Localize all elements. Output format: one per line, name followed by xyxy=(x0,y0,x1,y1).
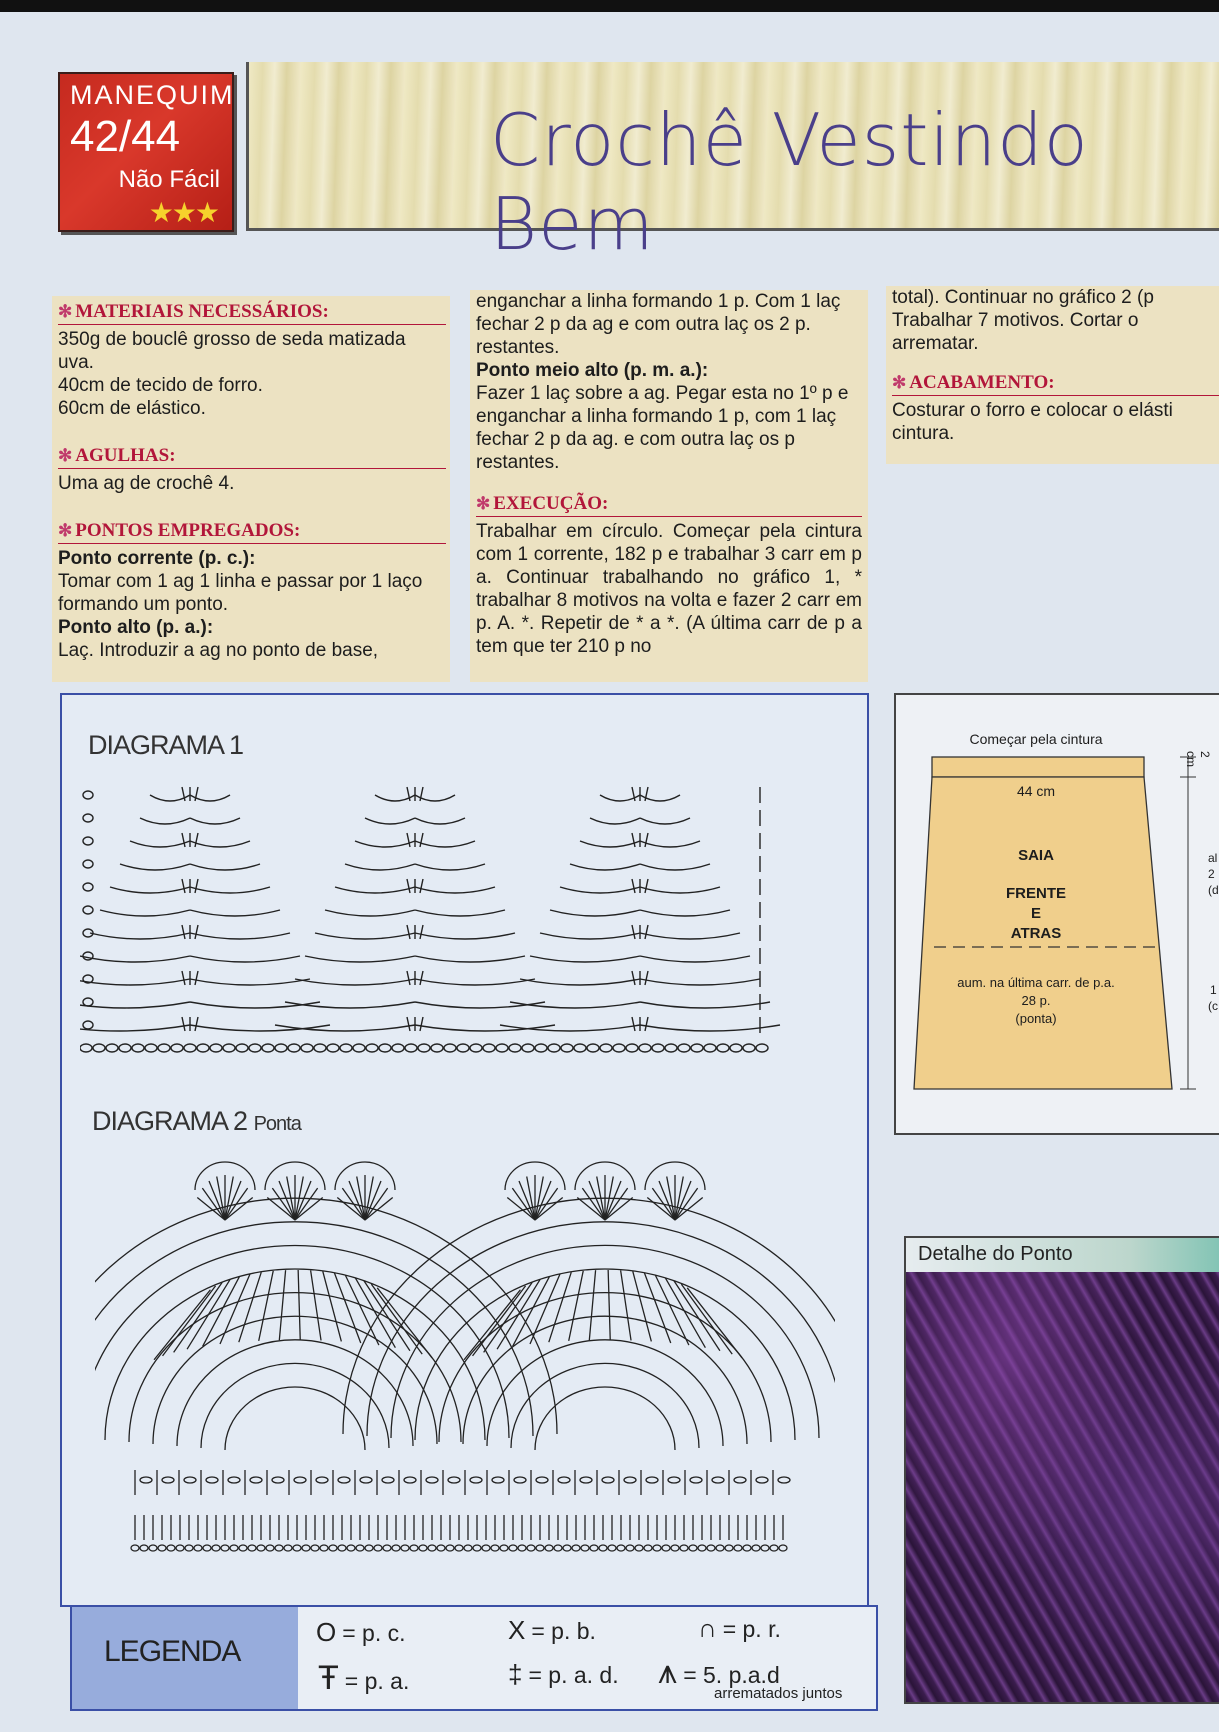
side-note-a: al xyxy=(1208,851,1218,865)
side-note-d: 1 xyxy=(1210,983,1217,997)
slip-stitch-icon: ∩ xyxy=(698,1613,717,1643)
legend-pb: X = p. b. xyxy=(508,1615,596,1645)
legend-title-box xyxy=(70,1605,300,1711)
diagram-1-chart xyxy=(80,775,850,1060)
photo-caption: Detalhe do Ponto xyxy=(918,1243,1073,1265)
waist-measure: 44 cm xyxy=(1016,783,1056,799)
back-label: ATRAS xyxy=(1010,925,1062,942)
legend-pad: ‡ = p. a. d. xyxy=(508,1659,619,1689)
double-crochet-icon: Ŧ xyxy=(318,1659,339,1697)
finishing-heading: ✻ ACABAMENTO: xyxy=(892,371,1219,396)
size-badge xyxy=(58,72,234,232)
flower-icon: ✻ xyxy=(58,521,73,540)
legend-items xyxy=(298,1605,878,1711)
front-label: FRENTE xyxy=(1006,885,1066,902)
page-title: Crochê Vestindo Bem xyxy=(490,98,1089,266)
diagram-1-label: DIAGRAMA 1 xyxy=(88,730,244,760)
legend-title: LEGENDA xyxy=(104,1635,241,1668)
dc-title: Ponto alto (p. a.): xyxy=(58,617,214,638)
column-3 xyxy=(886,286,1219,464)
legend-five: ⩚ = 5. p.a.d xyxy=(658,1653,780,1691)
legend-pc: O = p. c. xyxy=(316,1617,406,1647)
column-1 xyxy=(52,296,450,682)
dc-text-cont: enganchar a linha formando 1 p. Com 1 laç fechar 2 p da ag e com outra laç os 2 p. restantes. xyxy=(476,291,841,358)
flower-icon: ✻ xyxy=(892,373,907,392)
materials-line: 60cm de elástico. xyxy=(58,398,206,419)
dc-text-start: Laç. Introduzir a ag no ponto de base, xyxy=(58,640,379,661)
materials-line: 40cm de tecido de forro. xyxy=(58,375,263,396)
execution-heading: ✻ EXECUÇÃO: xyxy=(476,492,862,517)
stitches-heading: ✻ PONTOS EMPREGADOS: xyxy=(58,519,446,544)
execution-text: Trabalhar em círculo. Começar pela cintura com 1 corrente, 182 p e trabalhar 3 carr em p a. Continuar trabalhando no gráfico 1, * trabalhar 8 motivos na volta e fazer 2 carr em p. A. *. Repetir de * a *. (A última carr de p a tem que ter 210 p no xyxy=(476,521,862,657)
hdc-text: Fazer 1 laç sobre a ag. Pegar esta no 1º p e enganchar a linha formando 1 p, com 1 laç fechar 2 p da ag. e com outra laç os p restantes. xyxy=(476,383,849,473)
flower-icon: ✻ xyxy=(58,302,73,321)
column-2 xyxy=(470,290,868,682)
top-border xyxy=(0,0,1219,12)
chain-text: Tomar com 1 ag 1 linha e passar por 1 laço formando um ponto. xyxy=(58,571,423,615)
execution-text-cont2: Trabalhar 7 motivos. Cortar o arrematar. xyxy=(892,310,1139,354)
chain-title: Ponto corrente (p. c.): xyxy=(58,548,256,569)
legend-pr: ∩ = p. r. xyxy=(698,1613,781,1643)
skirt-label: SAIA xyxy=(1018,847,1054,864)
legend-pa: Ŧ = p. a. xyxy=(318,1659,410,1697)
chain-stitch-icon: O xyxy=(316,1617,337,1647)
side-note-b: 2 xyxy=(1208,867,1215,881)
needles-text: Uma ag de crochê 4. xyxy=(58,473,235,494)
flower-icon: ✻ xyxy=(476,494,491,513)
legend-five-sub: arrematados juntos xyxy=(714,1685,843,1702)
side-note-e: (c xyxy=(1208,999,1218,1013)
single-crochet-icon: X xyxy=(508,1615,526,1645)
materials-line: 350g de bouclê grosso de seda matizada uva. xyxy=(58,329,406,373)
execution-text-cont: total). Continuar no gráfico 2 (p xyxy=(892,287,1154,308)
finishing-text: Costurar o forro e colocar o elásti cintura. xyxy=(892,400,1173,444)
hdc-title: Ponto meio alto (p. m. a.): xyxy=(476,360,709,381)
cluster-icon: ⩚ xyxy=(658,1653,678,1691)
badge-label: MANEQUIM xyxy=(70,80,235,110)
double-treble-icon: ‡ xyxy=(508,1659,523,1689)
increase-tip: (ponta) xyxy=(1015,1011,1057,1026)
side-note-c: (d xyxy=(1208,883,1219,897)
crochet-photo xyxy=(906,1272,1219,1702)
photo-caption-bar xyxy=(906,1238,1219,1272)
diagram-2-label: DIAGRAMA 2 Ponta xyxy=(92,1106,301,1136)
badge-difficulty: Não Fácil xyxy=(118,166,220,193)
pattern-start: Começar pela cintura xyxy=(969,731,1103,747)
increase-note: aum. na última carr. de p.a. xyxy=(957,975,1115,990)
needles-heading: ✻ AGULHAS: xyxy=(58,444,446,469)
increase-count: 28 p. xyxy=(1021,993,1051,1008)
and-label: E xyxy=(1030,905,1041,922)
skirt-pattern xyxy=(894,693,1219,1135)
diagram-2-chart xyxy=(95,1150,835,1570)
materials-heading: ✻ MATERIAIS NECESSÁRIOS: xyxy=(58,300,446,325)
difficulty-stars-icon: ★★★ xyxy=(148,197,218,228)
side-2cm: 2 cm xyxy=(1184,751,1212,767)
badge-size: 42/44 xyxy=(70,112,181,161)
flower-icon: ✻ xyxy=(58,446,73,465)
stitch-detail-photo xyxy=(904,1236,1219,1704)
